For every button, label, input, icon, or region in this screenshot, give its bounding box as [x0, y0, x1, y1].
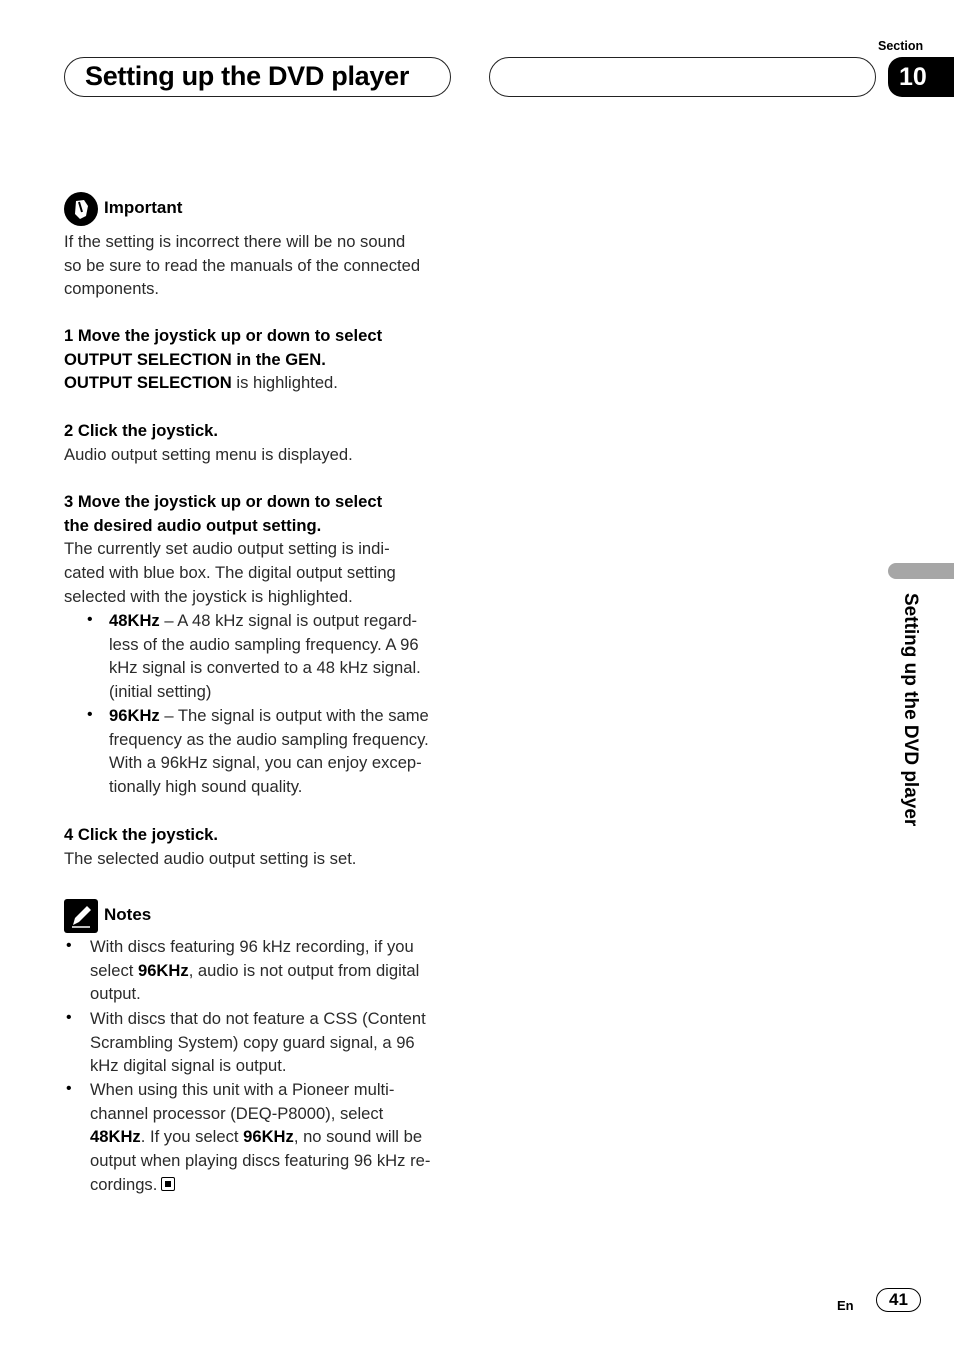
bold-term: 2 Click the joystick. — [64, 421, 219, 440]
text-run: output. — [90, 984, 141, 1004]
text-line — [64, 561, 396, 585]
bold-term: 48KHz — [109, 611, 160, 630]
text-line — [64, 324, 382, 348]
text-run: kHz signal is converted to a 48 kHz signal. — [109, 658, 421, 678]
text-line — [64, 419, 353, 443]
text-run: cordings. — [90, 1174, 158, 1194]
text-run: so be sure to read the manuals of the connected — [64, 255, 421, 275]
text-run: The selected audio output setting is set. — [64, 848, 357, 868]
blank-header-box — [489, 57, 876, 97]
text-line — [90, 1125, 430, 1149]
text-line — [64, 823, 356, 847]
text-line — [109, 633, 421, 657]
text-run: components. — [64, 279, 160, 299]
text-line — [90, 1007, 426, 1031]
section-label: Section — [878, 39, 924, 53]
option-item — [109, 704, 429, 799]
bold-term: 4 Click the joystick. — [64, 825, 219, 844]
bold-term: 96KHz — [137, 960, 189, 980]
text-line — [64, 490, 396, 514]
text-line — [90, 935, 419, 959]
text-line — [109, 609, 421, 633]
chapter-title-box — [64, 57, 451, 97]
bold-term: the desired audio output setting. — [64, 515, 322, 535]
text-line — [109, 775, 429, 799]
text-line — [64, 277, 420, 301]
text-line — [90, 959, 419, 983]
text-run: With discs featuring 96 kHz recording, if you — [90, 937, 414, 956]
text-line — [64, 254, 420, 278]
text-line — [64, 514, 396, 538]
option-item — [109, 609, 421, 704]
text-line — [90, 982, 419, 1006]
note-item — [90, 935, 419, 1006]
text-line — [109, 656, 421, 680]
side-tab-marker — [888, 563, 954, 579]
important-text — [64, 230, 420, 301]
section-number: 10 — [888, 57, 954, 97]
bold-term: OUTPUT SELECTION — [64, 373, 232, 393]
text-line — [64, 537, 396, 561]
bold-term: 96KHz — [243, 1127, 294, 1147]
text-run: With a 96kHz signal, you can enjoy excep- — [109, 753, 422, 773]
note-item — [90, 1078, 430, 1197]
text-line — [64, 443, 353, 467]
text-run: tionally high sound quality. — [109, 777, 303, 797]
text-run: , audio is not output from digital — [188, 960, 420, 980]
language-label: En — [837, 1298, 854, 1313]
bullet-icon: • — [66, 937, 72, 954]
side-tab-title: Setting up the DVD player — [900, 593, 921, 827]
notes-heading: Notes — [104, 905, 152, 924]
bullet-icon: • — [66, 1009, 72, 1026]
step — [64, 324, 382, 395]
text-run: – The signal is output with the same — [159, 706, 429, 725]
bold-term: 3 Move the joystick up or down to select — [64, 492, 383, 511]
text-run: channel processor (DEQ-P8000), select — [90, 1103, 384, 1123]
bullet-icon: • — [66, 1080, 72, 1097]
text-run: The currently set audio output setting is indi- — [64, 539, 390, 559]
bullet-icon: • — [87, 706, 93, 723]
bold-term: 48KHz — [90, 1127, 141, 1147]
text-run: output when playing discs featuring 96 kHz re- — [90, 1151, 431, 1171]
bold-term: 96KHz — [109, 706, 160, 725]
text-run: select — [90, 960, 138, 980]
text-line — [90, 1149, 430, 1173]
text-run: cated with blue box. The digital output setting — [64, 563, 396, 583]
text-line — [109, 728, 429, 752]
end-mark-icon — [161, 1177, 175, 1191]
text-run: . If you select — [140, 1127, 244, 1147]
text-line — [90, 1078, 430, 1102]
text-run: is highlighted. — [231, 373, 338, 393]
note-item — [90, 1007, 426, 1078]
text-line — [109, 680, 421, 704]
bold-term: OUTPUT SELECTION in the GEN. — [64, 349, 326, 369]
step — [64, 419, 353, 466]
text-run: kHz digital signal is output. — [90, 1056, 287, 1076]
bullet-icon: • — [87, 611, 93, 628]
important-hand-icon — [64, 192, 98, 226]
text-run: , no sound will be — [293, 1127, 423, 1147]
step — [64, 490, 396, 609]
text-line — [109, 704, 429, 728]
text-run: (initial setting) — [109, 682, 212, 702]
text-line — [64, 585, 396, 609]
text-run: If the setting is incorrect there will be no sound — [64, 232, 406, 251]
text-line — [90, 1173, 430, 1197]
text-run: When using this unit with a Pioneer multi- — [90, 1080, 395, 1099]
text-run: – A 48 kHz signal is output regard- — [159, 611, 418, 630]
text-line — [64, 230, 420, 254]
text-line — [64, 371, 382, 395]
text-run: Scrambling System) copy guard signal, a 96 — [90, 1032, 415, 1052]
text-line — [109, 751, 429, 775]
text-run: selected with the joystick is highlighted. — [64, 586, 353, 606]
text-run: frequency as the audio sampling frequency. — [109, 729, 429, 749]
bold-term: 1 Move the joystick up or down to select — [64, 326, 383, 345]
text-line — [90, 1054, 426, 1078]
chapter-title: Setting up the DVD player — [85, 61, 410, 91]
step — [64, 823, 356, 870]
text-line — [64, 348, 382, 372]
text-line — [90, 1031, 426, 1055]
text-run: With discs that do not feature a CSS (Content — [90, 1009, 426, 1028]
important-heading: Important — [104, 198, 183, 217]
text-run: Audio output setting menu is displayed. — [64, 444, 353, 464]
text-line — [64, 847, 356, 871]
page-number: 41 — [876, 1288, 921, 1312]
text-run: less of the audio sampling frequency. A 96 — [109, 634, 419, 654]
text-line — [90, 1102, 430, 1126]
notes-pencil-icon — [64, 899, 98, 933]
